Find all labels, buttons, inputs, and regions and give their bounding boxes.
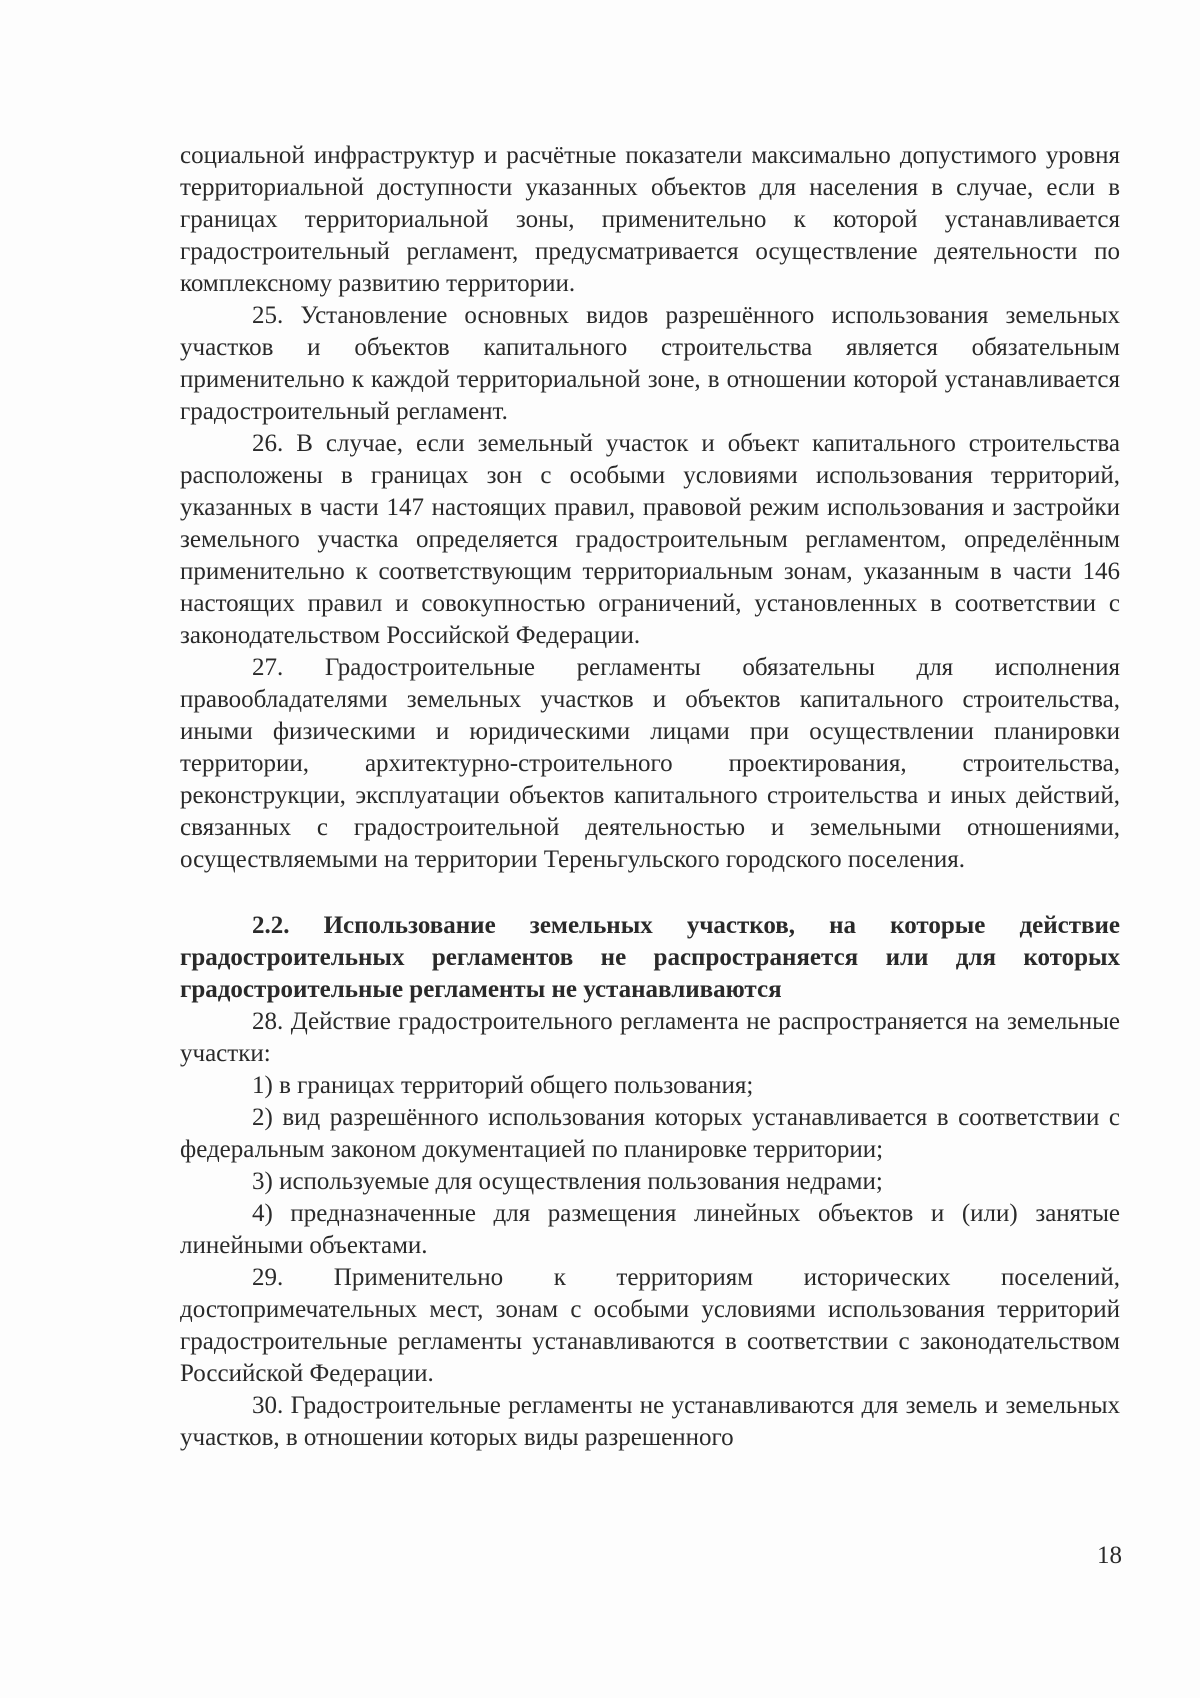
- paragraph-25: 25. Установление основных видов разрешённого использования земельных участков и объектов капитального строительства является обязательным применительно к каждой территориальной зоне, в отношении которой устанавливается градостроительный регламент.: [180, 302, 1120, 425]
- document-body: [180, 140, 1120, 1454]
- list-item-3: 3) используемые для осуществления пользования недрами;: [252, 1168, 883, 1195]
- list-item-1: 1) в границах территорий общего пользования;: [252, 1072, 754, 1099]
- paragraph-29: 29. Применительно к территориям исторических поселений, достопримечательных мест, зонам с особыми условиями использования территорий градостроительные регламенты устанавливаются в соответствии с законодательством Российской Федерации.: [180, 1264, 1120, 1387]
- paragraph-27: 27. Градостроительные регламенты обязательны для исполнения правообладателями земельных участков и объектов капитального строительства, иными физическими и юридическими лицами при осуществлении планировки территории, архитектурно-строительного проектирования, строительства, реконструкции, эксплуатации объектов капитального строительства и иных действий, связанных с градостроительной деятельностью и земельными отношениями, осуществляемыми на территории Тереньгульского городского поселения.: [180, 654, 1120, 873]
- paragraph-continuation: социальной инфраструктур и расчётные показатели максимально допустимого уровня территориальной доступности указанных объектов для населения в случае, если в границах территориальной зоны, применительно к которой устанавливается градостроительный регламент, предусматривается осуществление деятельности по комплексному развитию территории.: [180, 142, 1120, 297]
- list-item-4: 4) предназначенные для размещения линейных объектов и (или) занятые линейными объектами.: [180, 1200, 1120, 1259]
- paragraph-30: 30. Градостроительные регламенты не устанавливаются для земель и земельных участков, в отношении которых виды разрешенного: [180, 1392, 1120, 1451]
- list-item-2: 2) вид разрешённого использования которых устанавливается в соответствии с федеральным законом документацией по планировке территории;: [180, 1104, 1120, 1163]
- section-heading: 2.2. Использование земельных участков, на которые действие градостроительных регламентов не распространяется или для которых градостроительные регламенты не устанавливаются: [180, 912, 1120, 1003]
- paragraph-28: 28. Действие градостроительного регламента не распространяется на земельные участки:: [180, 1008, 1120, 1067]
- paragraph-26: 26. В случае, если земельный участок и объект капитального строительства расположены в границах зон с особыми условиями использования территорий, указанных в части 147 настоящих правил, правовой режим использования и застройки земельного участка определяется градостроительным регламентом, определённым применительно к соответствующим территориальным зонам, указанным в части 146 настоящих правил и совокупностью ограничений, установленных в соответствии с законодательством Российской Федерации.: [180, 430, 1120, 649]
- page-number: 18: [1097, 1542, 1122, 1569]
